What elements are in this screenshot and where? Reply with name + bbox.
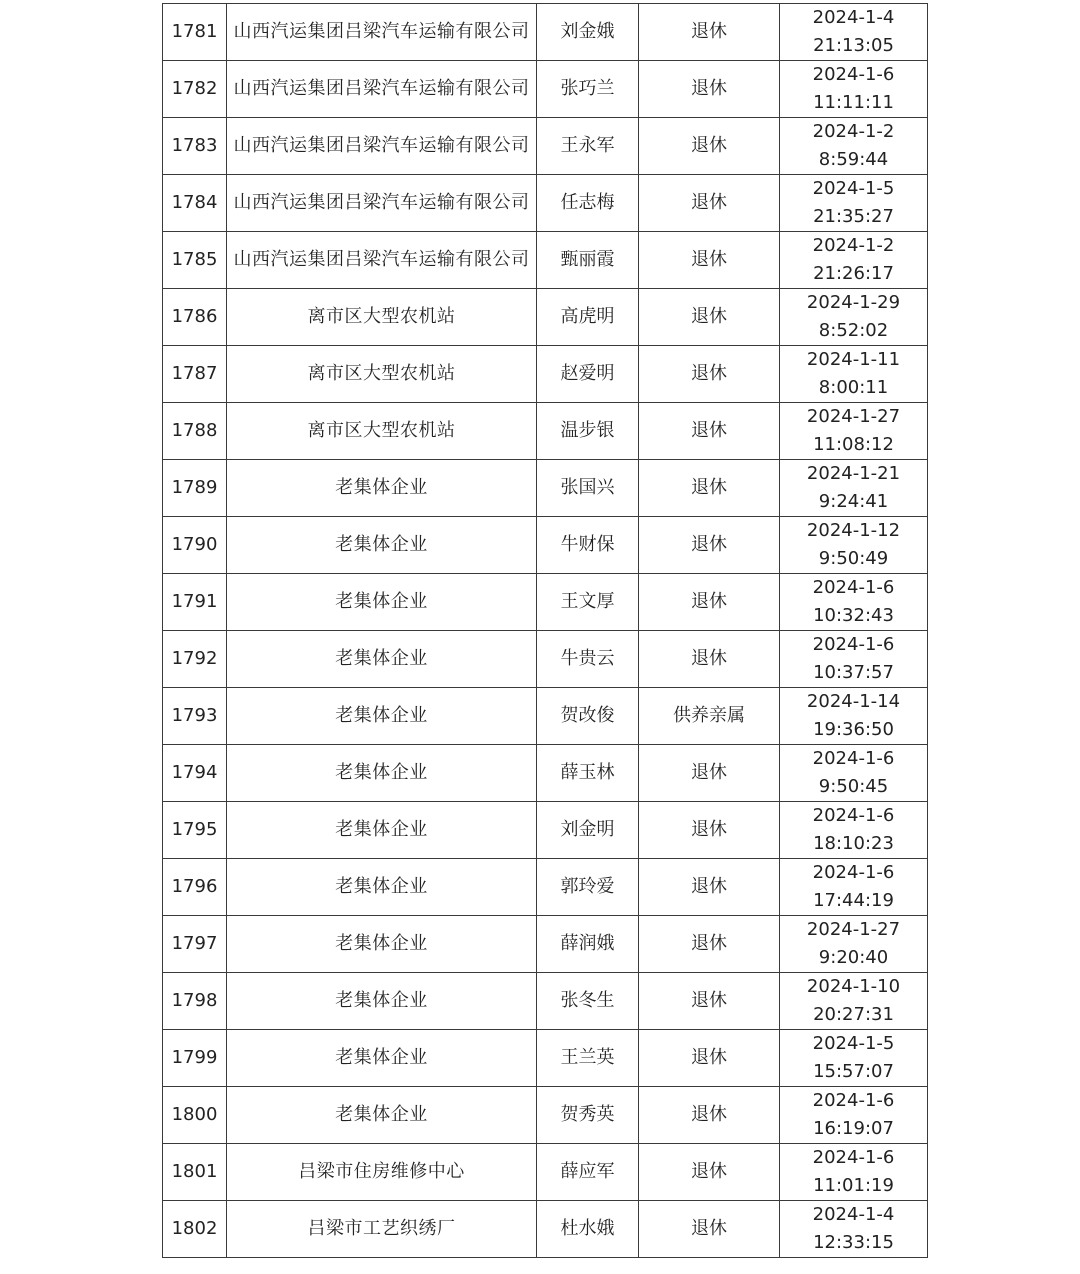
clock-text: 9:20:40 [818,947,889,968]
date-text: 2024-1-6 [812,805,895,826]
time-cell [780,289,928,346]
table-row [163,460,928,517]
name-cell: 薛润娥 [537,916,639,973]
unit-cell [227,1030,537,1087]
name-cell: 牛财保 [537,517,639,574]
type-cell: 退休 [639,802,780,859]
seq-cell: 1791 [163,574,227,631]
unit-text: 老集体企业 [335,705,428,726]
name-cell: 温步银 [537,403,639,460]
table-row [163,118,928,175]
time-cell [780,175,928,232]
time-cell [780,118,928,175]
time-cell [780,346,928,403]
table-row [163,1144,928,1201]
unit-cell [227,4,537,61]
table-row [163,403,928,460]
seq-cell: 1784 [163,175,227,232]
seq-cell: 1794 [163,745,227,802]
seq-cell: 1800 [163,1087,227,1144]
table-row [163,916,928,973]
unit-text: 离市区大型农机站 [307,420,456,441]
time-cell [780,460,928,517]
table-row [163,973,928,1030]
date-text: 2024-1-6 [812,1090,895,1111]
table-row [163,745,928,802]
seq-cell: 1790 [163,517,227,574]
table-row [163,688,928,745]
time-cell [780,232,928,289]
time-cell [780,1087,928,1144]
clock-text: 17:44:19 [813,890,894,911]
unit-text: 老集体企业 [335,591,428,612]
type-cell: 退休 [639,61,780,118]
table-row [163,517,928,574]
clock-text: 9:50:45 [818,776,889,797]
unit-text: 老集体企业 [335,477,428,498]
clock-text: 11:01:19 [813,1175,894,1196]
unit-text: 老集体企业 [335,1104,428,1125]
time-cell [780,1144,928,1201]
time-cell [780,61,928,118]
name-cell: 王兰英 [537,1030,639,1087]
unit-cell [227,403,537,460]
type-cell: 退休 [639,346,780,403]
table-row [163,175,928,232]
unit-text: 老集体企业 [335,762,428,783]
table-row [163,859,928,916]
type-cell: 退休 [639,916,780,973]
table-row [163,1087,928,1144]
date-text: 2024-1-6 [812,1147,895,1168]
unit-text: 老集体企业 [335,933,428,954]
type-cell: 退休 [639,403,780,460]
name-cell: 赵爱明 [537,346,639,403]
unit-text: 吕梁市工艺织绣厂 [307,1218,456,1239]
type-cell: 退休 [639,973,780,1030]
time-cell [780,688,928,745]
unit-text: 山西汽运集团吕梁汽车运输有限公司 [233,135,530,156]
unit-text: 山西汽运集团吕梁汽车运输有限公司 [233,21,530,42]
time-cell [780,403,928,460]
unit-cell [227,118,537,175]
seq-cell: 1785 [163,232,227,289]
unit-cell [227,574,537,631]
unit-cell [227,232,537,289]
record-table-body [163,4,928,1258]
time-cell [780,1030,928,1087]
type-cell: 退休 [639,859,780,916]
table-row [163,4,928,61]
table-row [163,574,928,631]
type-cell: 退休 [639,460,780,517]
unit-cell [227,973,537,1030]
type-cell: 退休 [639,1030,780,1087]
unit-text: 老集体企业 [335,534,428,555]
seq-cell: 1798 [163,973,227,1030]
name-cell: 薛应军 [537,1144,639,1201]
date-text: 2024-1-6 [812,748,895,769]
date-text: 2024-1-29 [806,292,901,313]
name-cell: 张冬生 [537,973,639,1030]
clock-text: 21:35:27 [813,206,894,227]
unit-cell [227,460,537,517]
type-cell: 退休 [639,1087,780,1144]
clock-text: 18:10:23 [813,833,894,854]
unit-text: 吕梁市住房维修中心 [298,1161,465,1182]
type-cell: 退休 [639,574,780,631]
seq-cell: 1788 [163,403,227,460]
seq-cell: 1787 [163,346,227,403]
date-text: 2024-1-10 [806,976,901,997]
seq-cell: 1797 [163,916,227,973]
clock-text: 10:32:43 [813,605,894,626]
unit-text: 山西汽运集团吕梁汽车运输有限公司 [233,78,530,99]
type-cell: 退休 [639,745,780,802]
time-cell [780,745,928,802]
seq-cell: 1786 [163,289,227,346]
name-cell: 王文厚 [537,574,639,631]
seq-cell: 1796 [163,859,227,916]
unit-text: 山西汽运集团吕梁汽车运输有限公司 [233,192,530,213]
date-text: 2024-1-4 [812,1204,895,1225]
name-cell: 任志梅 [537,175,639,232]
time-cell [780,631,928,688]
type-cell: 退休 [639,175,780,232]
table-row [163,289,928,346]
date-text: 2024-1-5 [812,178,895,199]
clock-text: 8:00:11 [818,377,889,398]
name-cell: 薛玉林 [537,745,639,802]
table-row [163,1201,928,1258]
clock-text: 21:26:17 [813,263,894,284]
type-cell: 退休 [639,118,780,175]
time-cell [780,4,928,61]
unit-cell [227,346,537,403]
name-cell: 甄丽霞 [537,232,639,289]
seq-cell: 1801 [163,1144,227,1201]
clock-text: 15:57:07 [813,1061,894,1082]
time-cell [780,859,928,916]
time-cell [780,517,928,574]
type-cell: 退休 [639,631,780,688]
unit-text: 老集体企业 [335,648,428,669]
seq-cell: 1802 [163,1201,227,1258]
unit-cell [227,745,537,802]
clock-text: 11:11:11 [813,92,894,113]
name-cell: 刘金明 [537,802,639,859]
clock-text: 21:13:05 [813,35,894,56]
unit-cell [227,859,537,916]
unit-text: 离市区大型农机站 [307,306,456,327]
unit-text: 老集体企业 [335,819,428,840]
clock-text: 20:27:31 [813,1004,894,1025]
clock-text: 8:59:44 [818,149,889,170]
date-text: 2024-1-6 [812,862,895,883]
date-text: 2024-1-11 [806,349,901,370]
type-cell: 退休 [639,517,780,574]
name-cell: 贺秀英 [537,1087,639,1144]
unit-text: 老集体企业 [335,876,428,897]
unit-text: 离市区大型农机站 [307,363,456,384]
unit-text: 老集体企业 [335,1047,428,1068]
clock-text: 10:37:57 [813,662,894,683]
time-cell [780,973,928,1030]
date-text: 2024-1-27 [806,919,901,940]
unit-cell [227,1144,537,1201]
date-text: 2024-1-2 [812,121,895,142]
table-row [163,61,928,118]
date-text: 2024-1-14 [806,691,901,712]
table-row [163,631,928,688]
date-text: 2024-1-6 [812,577,895,598]
unit-cell [227,1201,537,1258]
unit-text: 老集体企业 [335,990,428,1011]
clock-text: 9:24:41 [818,491,889,512]
seq-cell: 1782 [163,61,227,118]
unit-cell [227,289,537,346]
seq-cell: 1783 [163,118,227,175]
name-cell: 王永军 [537,118,639,175]
time-cell [780,802,928,859]
table-row [163,1030,928,1087]
date-text: 2024-1-6 [812,64,895,85]
unit-cell [227,1087,537,1144]
unit-cell [227,61,537,118]
name-cell: 高虎明 [537,289,639,346]
type-cell: 供养亲属 [639,688,780,745]
table-row [163,232,928,289]
date-text: 2024-1-21 [806,463,901,484]
clock-text: 11:08:12 [813,434,894,455]
record-table [162,3,928,1258]
unit-text: 山西汽运集团吕梁汽车运输有限公司 [233,249,530,270]
type-cell: 退休 [639,1201,780,1258]
date-text: 2024-1-2 [812,235,895,256]
date-text: 2024-1-5 [812,1033,895,1054]
type-cell: 退休 [639,1144,780,1201]
unit-cell [227,175,537,232]
date-text: 2024-1-6 [812,634,895,655]
clock-text: 8:52:02 [818,320,889,341]
unit-cell [227,802,537,859]
date-text: 2024-1-27 [806,406,901,427]
unit-cell [227,688,537,745]
date-text: 2024-1-4 [812,7,895,28]
name-cell: 张巧兰 [537,61,639,118]
date-text: 2024-1-12 [806,520,901,541]
type-cell: 退休 [639,4,780,61]
clock-text: 19:36:50 [813,719,894,740]
unit-cell [227,517,537,574]
unit-cell [227,631,537,688]
time-cell [780,916,928,973]
table-row [163,346,928,403]
time-cell [780,574,928,631]
seq-cell: 1792 [163,631,227,688]
name-cell: 刘金娥 [537,4,639,61]
name-cell: 贺改俊 [537,688,639,745]
time-cell [780,1201,928,1258]
seq-cell: 1781 [163,4,227,61]
name-cell: 杜水娥 [537,1201,639,1258]
clock-text: 9:50:49 [818,548,889,569]
table-row [163,802,928,859]
clock-text: 16:19:07 [813,1118,894,1139]
name-cell: 张国兴 [537,460,639,517]
clock-text: 12:33:15 [813,1232,894,1253]
unit-cell [227,916,537,973]
type-cell: 退休 [639,232,780,289]
name-cell: 牛贵云 [537,631,639,688]
seq-cell: 1795 [163,802,227,859]
seq-cell: 1799 [163,1030,227,1087]
type-cell: 退休 [639,289,780,346]
name-cell: 郭玲爱 [537,859,639,916]
seq-cell: 1793 [163,688,227,745]
seq-cell: 1789 [163,460,227,517]
